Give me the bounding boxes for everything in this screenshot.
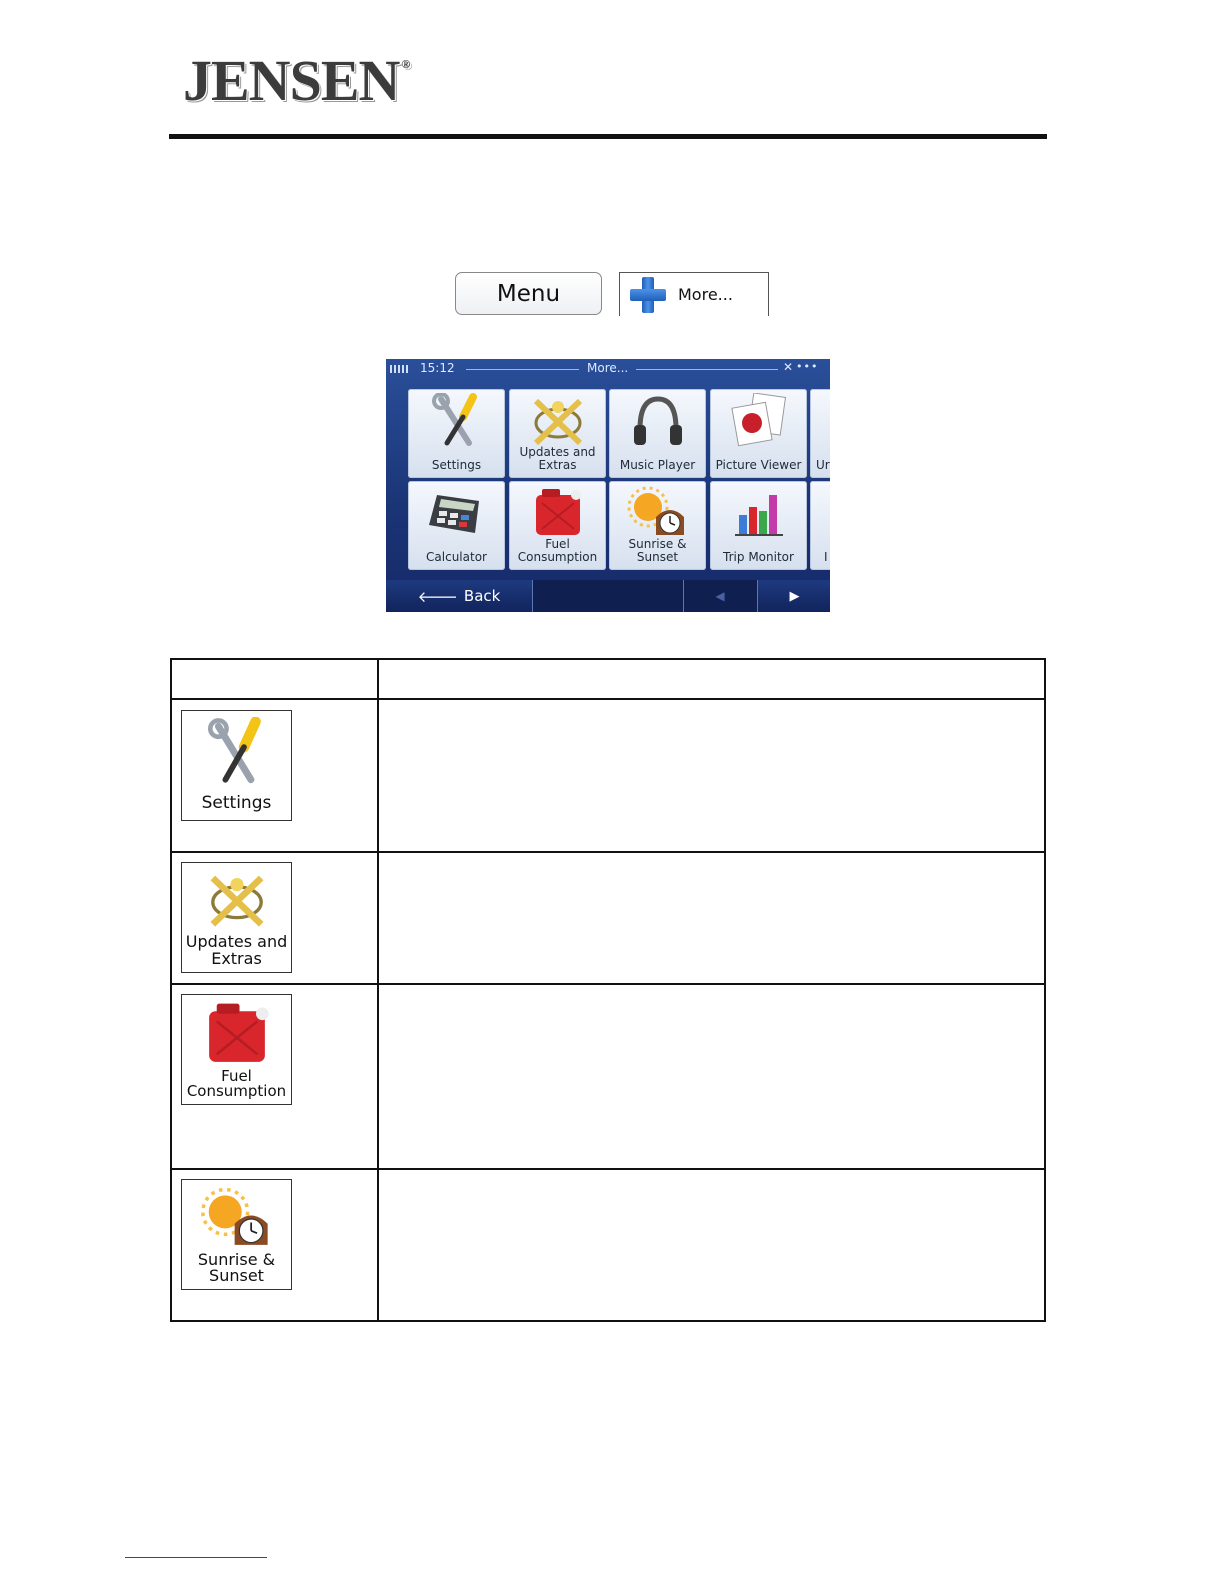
sunrise-and-sunset-icon-box [181, 1179, 292, 1290]
tile-trip-monitor[interactable] [710, 481, 807, 570]
fuel-description [379, 985, 1044, 1168]
triangle-left-icon: ◀ [715, 589, 725, 603]
next-page-button[interactable] [757, 580, 830, 612]
registered-mark: ® [401, 57, 410, 71]
calculator-icon [425, 485, 489, 541]
icon-label: Updates and Extras [185, 932, 288, 968]
satellite-icon [204, 869, 270, 931]
icon-label: Settings [201, 793, 272, 813]
clock: 15:12 [420, 361, 455, 375]
tile-label: Updates and Extras [519, 445, 596, 472]
tile-label: Picture Viewer [715, 458, 802, 472]
table-header-col1 [172, 660, 377, 698]
tile-label: Sunrise & Sunset [628, 537, 687, 564]
header-divider [169, 134, 1047, 139]
pictures-icon [729, 393, 789, 449]
tile-label: Calculator [426, 550, 487, 564]
bottom-bar [386, 580, 830, 612]
tile-fuel-consumption[interactable] [509, 481, 606, 570]
status-bar [386, 359, 830, 379]
back-button[interactable] [386, 580, 533, 612]
table-header-col2 [379, 660, 1044, 698]
tile-music-player[interactable] [609, 389, 706, 478]
headphones-icon [628, 393, 688, 449]
tile-label: Ur [816, 458, 830, 472]
settings-description [379, 700, 1044, 851]
triangle-right-icon: ▶ [789, 588, 800, 604]
tile-label: Music Player [619, 458, 696, 472]
tile-label: Trip Monitor [723, 550, 794, 564]
features-table [170, 658, 1046, 1322]
sunrise-description [379, 1170, 1044, 1320]
tools-icon [427, 393, 487, 449]
arrow-left-icon: 🡐 [417, 587, 458, 606]
previous-page-button[interactable] [683, 580, 756, 612]
signal-dots-icon: ••• [796, 360, 819, 373]
menu-button-label: Menu [496, 280, 561, 307]
updates-description [379, 853, 1044, 983]
tile-picture-viewer[interactable] [710, 389, 807, 478]
tools-icon [202, 717, 272, 789]
tile-updates-and-extras[interactable] [509, 389, 606, 478]
sun-clock-icon [626, 485, 690, 541]
tile-label: Fuel Consumption [517, 537, 598, 564]
fuel-can-icon [199, 1001, 275, 1067]
tile-label: I [824, 550, 828, 564]
tile-partial[interactable] [810, 481, 830, 570]
fuel-consumption-icon-box [181, 994, 292, 1105]
satellite-icon [528, 393, 588, 449]
icon-label: Fuel Consumption [186, 1067, 287, 1100]
fuel-can-icon [528, 485, 588, 541]
sun-clock-icon [199, 1186, 275, 1252]
footer-link-underline[interactable] [125, 1557, 267, 1558]
status-line [466, 369, 579, 370]
tile-label: Settings [431, 458, 482, 472]
tile-settings[interactable] [408, 389, 505, 478]
settings-icon-box [181, 710, 292, 821]
battery-icon [390, 365, 410, 373]
jensen-logo [183, 48, 410, 113]
icon-label: Sunrise & Sunset [197, 1250, 276, 1285]
back-button-label: Back [463, 587, 501, 605]
tile-partial[interactable] [810, 389, 830, 478]
gps-satellite-icon: ✕ [783, 360, 794, 374]
plus-icon [628, 275, 668, 315]
menu-button[interactable] [455, 272, 602, 315]
screen-title: More... [587, 361, 629, 375]
device-screen-more-menu [386, 359, 830, 612]
more-button[interactable] [619, 272, 769, 316]
tile-sunrise-and-sunset[interactable] [609, 481, 706, 570]
bar-chart-icon [729, 485, 789, 541]
more-button-label: More... [678, 285, 733, 304]
status-line [636, 369, 778, 370]
updates-and-extras-icon-box [181, 862, 292, 973]
tile-calculator[interactable] [408, 481, 505, 570]
logo-text: JENSEN [183, 48, 400, 113]
